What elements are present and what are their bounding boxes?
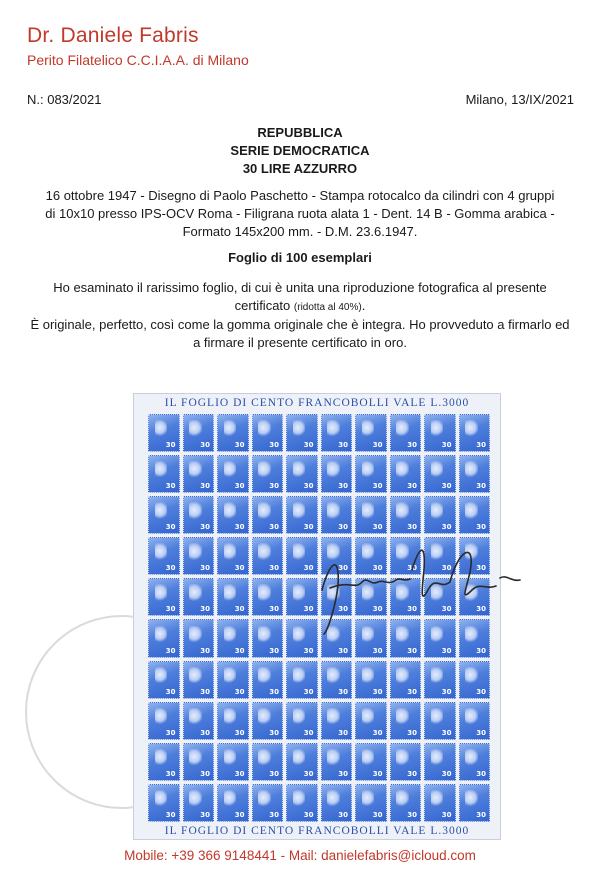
stamp <box>183 784 215 822</box>
stamp-value: 30 <box>200 646 210 655</box>
stamp-value: 30 <box>165 564 176 573</box>
subject-heading <box>0 124 600 178</box>
expert-name: Dr. Daniele Fabris <box>27 24 199 47</box>
stamp <box>148 496 180 534</box>
stamp-value: 30 <box>441 810 452 819</box>
stamp-value: 30 <box>338 728 348 737</box>
stamp <box>148 784 180 822</box>
stamp-value: 30 <box>234 482 245 491</box>
stamp-value: 30 <box>372 441 383 450</box>
stamp <box>183 455 215 493</box>
stamp <box>286 702 318 740</box>
stamp <box>286 661 318 699</box>
stamp <box>390 455 422 493</box>
stamp-value: 30 <box>165 810 176 819</box>
stamp-value: 30 <box>234 728 245 737</box>
originality-statement: È originale, perfetto, così come la gomma originale che è integra. Ho provveduto a firmarlo ed a firmare il presente certificato in oro. <box>30 317 570 350</box>
stamp <box>252 702 284 740</box>
stamp-value: 30 <box>200 728 210 737</box>
stamp-value: 30 <box>269 687 279 696</box>
stamp <box>355 496 387 534</box>
stamp-value: 30 <box>476 564 486 573</box>
stamp-value: 30 <box>441 728 452 737</box>
stamp-value: 30 <box>338 687 348 696</box>
stamp-value: 30 <box>407 564 417 573</box>
stamp <box>424 702 456 740</box>
stamp-value: 30 <box>476 769 486 778</box>
certificate-place-date: Milano, 13/IX/2021 <box>465 92 574 107</box>
stamp <box>252 537 284 575</box>
stamp-value: 30 <box>338 523 348 532</box>
stamp-value: 30 <box>269 564 279 573</box>
stamp <box>321 414 353 452</box>
stamp-value: 30 <box>441 687 452 696</box>
stamp-value: 30 <box>441 441 452 450</box>
contact-footer: Mobile: +39 366 9148441 - Mail: danielefabris@icloud.com <box>124 848 476 863</box>
stamp-value: 30 <box>200 769 210 778</box>
stamp <box>321 743 353 781</box>
stamp <box>390 784 422 822</box>
sheet-label: Foglio di 100 esemplari <box>228 250 372 265</box>
stamp-value: 30 <box>234 605 245 614</box>
stamp-value: 30 <box>200 810 210 819</box>
stamp-value: 30 <box>407 769 417 778</box>
stamp <box>217 702 249 740</box>
stamp <box>217 455 249 493</box>
stamp-value: 30 <box>338 769 348 778</box>
stamp-value: 30 <box>476 605 486 614</box>
stamp <box>390 702 422 740</box>
stamp-value: 30 <box>372 810 383 819</box>
stamp <box>183 537 215 575</box>
stamp <box>390 661 422 699</box>
stamp-value: 30 <box>338 482 348 491</box>
stamp <box>390 496 422 534</box>
stamp-value: 30 <box>407 646 417 655</box>
examination-note: (ridotta al 40%) <box>293 302 362 313</box>
stamp <box>183 661 215 699</box>
stamp-value: 30 <box>372 769 383 778</box>
stamp-value: 30 <box>476 810 486 819</box>
stamp <box>148 743 180 781</box>
stamp-value: 30 <box>303 523 314 532</box>
stamp-value: 30 <box>338 646 348 655</box>
stamp-value: 30 <box>165 441 176 450</box>
stamp <box>148 578 180 616</box>
sheet-margin-bottom: IL FOGLIO DI CENTO FRANCOBOLLI VALE L.3000 <box>164 825 470 837</box>
stamp-value: 30 <box>338 441 348 450</box>
stamp <box>148 414 180 452</box>
subject-line-2: SERIE DEMOCRATICA <box>230 143 370 158</box>
certificate-number: N.: 083/2021 <box>27 92 102 107</box>
stamp <box>459 414 491 452</box>
stamp-value: 30 <box>407 441 417 450</box>
stamp <box>148 537 180 575</box>
stamp-value: 30 <box>303 564 314 573</box>
stamp <box>286 455 318 493</box>
stamp-value: 30 <box>269 605 279 614</box>
stamp <box>355 784 387 822</box>
stamp <box>459 784 491 822</box>
stamp-value: 30 <box>269 482 279 491</box>
examination-main: Ho esaminato il rarissimo foglio, di cui è unita una riproduzione fotografica al presente certificato <box>53 280 547 313</box>
stamp-value: 30 <box>476 482 486 491</box>
stamp <box>459 496 491 534</box>
stamp-value: 30 <box>407 687 417 696</box>
stamp <box>252 455 284 493</box>
stamp-value: 30 <box>303 646 314 655</box>
stamp-value: 30 <box>234 810 245 819</box>
stamp-value: 30 <box>441 769 452 778</box>
stamp-value: 30 <box>269 523 279 532</box>
stamp <box>424 496 456 534</box>
stamp-value: 30 <box>476 687 486 696</box>
expert-title: Perito Filatelico C.C.I.A.A. di Milano <box>27 52 249 68</box>
stamp-value: 30 <box>407 728 417 737</box>
stamp-value: 30 <box>476 728 486 737</box>
stamp-value: 30 <box>338 564 348 573</box>
stamp-value: 30 <box>234 564 245 573</box>
stamp <box>321 702 353 740</box>
stamp <box>355 661 387 699</box>
stamp <box>286 414 318 452</box>
stamp-value: 30 <box>165 687 176 696</box>
stamp <box>183 578 215 616</box>
stamp-value: 30 <box>234 769 245 778</box>
stamp <box>390 743 422 781</box>
stamp <box>217 661 249 699</box>
stamp <box>148 619 180 657</box>
stamp <box>321 661 353 699</box>
stamp <box>252 578 284 616</box>
stamp-value: 30 <box>407 523 417 532</box>
stamp-value: 30 <box>441 564 452 573</box>
stamp-value: 30 <box>165 523 176 532</box>
stamp <box>424 784 456 822</box>
stamp-value: 30 <box>372 605 383 614</box>
stamp <box>355 414 387 452</box>
examination-text <box>30 279 570 317</box>
stamp-value: 30 <box>441 482 452 491</box>
stamp <box>252 661 284 699</box>
stamp-value: 30 <box>372 523 383 532</box>
stamp <box>424 414 456 452</box>
subject-line-3: 30 LIRE AZZURRO <box>242 161 358 176</box>
stamp-value: 30 <box>165 482 176 491</box>
stamp-value: 30 <box>200 523 210 532</box>
stamp-value: 30 <box>372 564 383 573</box>
stamp-value: 30 <box>234 441 245 450</box>
stamp-value: 30 <box>200 687 210 696</box>
sheet-margin-top: IL FOGLIO DI CENTO FRANCOBOLLI VALE L.3000 <box>164 397 470 409</box>
stamp-value: 30 <box>269 810 279 819</box>
examination-end: . <box>361 298 366 313</box>
stamp <box>217 743 249 781</box>
stamp <box>424 455 456 493</box>
stamp-value: 30 <box>476 646 486 655</box>
stamp-value: 30 <box>338 605 348 614</box>
stamp <box>321 784 353 822</box>
stamp-value: 30 <box>269 646 279 655</box>
stamp <box>252 619 284 657</box>
stamp <box>459 702 491 740</box>
stamp <box>217 496 249 534</box>
stamp-value: 30 <box>476 523 486 532</box>
stamp-value: 30 <box>165 646 176 655</box>
stamp <box>321 496 353 534</box>
stamp-value: 30 <box>200 441 210 450</box>
stamp <box>252 414 284 452</box>
stamp <box>286 496 318 534</box>
stamp-value: 30 <box>165 605 176 614</box>
stamp <box>355 702 387 740</box>
stamp-value: 30 <box>303 769 314 778</box>
stamp-value: 30 <box>372 482 383 491</box>
stamp-value: 30 <box>234 646 245 655</box>
stamp-value: 30 <box>234 523 245 532</box>
stamp <box>148 702 180 740</box>
stamp <box>459 455 491 493</box>
stamp <box>321 455 353 493</box>
stamp-value: 30 <box>165 728 176 737</box>
stamp-description: 16 ottobre 1947 - Disegno di Paolo Paschetto - Stampa rotocalco da cilindri con 4 gruppi di 10x10 presso IPS-OCV Roma - Filigrana ruota alata 1 - Dent. 14 B - Gomma arabica - Formato 145x200 mm. - D.M. 23.6.1947. <box>45 188 555 239</box>
stamp <box>217 414 249 452</box>
stamp-value: 30 <box>338 810 348 819</box>
stamp-value: 30 <box>200 564 210 573</box>
stamp <box>217 537 249 575</box>
handwritten-signature <box>300 530 540 640</box>
stamp-value: 30 <box>303 728 314 737</box>
stamp-value: 30 <box>441 605 452 614</box>
stamp <box>148 661 180 699</box>
stamp <box>183 496 215 534</box>
stamp <box>183 743 215 781</box>
stamp <box>217 784 249 822</box>
stamp-value: 30 <box>372 687 383 696</box>
stamp <box>424 661 456 699</box>
stamp <box>355 455 387 493</box>
stamp-value: 30 <box>407 810 417 819</box>
stamp <box>286 743 318 781</box>
stamp <box>183 702 215 740</box>
signature-stroke <box>322 550 520 634</box>
stamp <box>355 743 387 781</box>
stamp <box>252 743 284 781</box>
stamp <box>252 496 284 534</box>
stamp <box>459 743 491 781</box>
subject-line-1: REPUBBLICA <box>257 125 343 140</box>
stamp <box>217 619 249 657</box>
stamp <box>183 414 215 452</box>
stamp <box>459 661 491 699</box>
stamp-value: 30 <box>441 523 452 532</box>
stamp <box>148 455 180 493</box>
stamp-value: 30 <box>303 810 314 819</box>
stamp <box>424 743 456 781</box>
stamp <box>390 414 422 452</box>
stamp-value: 30 <box>407 482 417 491</box>
stamp-value: 30 <box>441 646 452 655</box>
stamp-value: 30 <box>303 687 314 696</box>
stamp-value: 30 <box>303 605 314 614</box>
stamp-value: 30 <box>407 605 417 614</box>
stamp-value: 30 <box>269 769 279 778</box>
stamp-value: 30 <box>234 687 245 696</box>
stamp-value: 30 <box>269 728 279 737</box>
stamp-value: 30 <box>269 441 279 450</box>
stamp-value: 30 <box>200 605 210 614</box>
stamp-value: 30 <box>372 728 383 737</box>
stamp-value: 30 <box>165 769 176 778</box>
stamp-value: 30 <box>303 441 314 450</box>
stamp <box>183 619 215 657</box>
stamp-value: 30 <box>200 482 210 491</box>
stamp <box>217 578 249 616</box>
stamp-value: 30 <box>303 482 314 491</box>
stamp <box>252 784 284 822</box>
stamp-value: 30 <box>476 441 486 450</box>
stamp <box>286 784 318 822</box>
stamp-value: 30 <box>372 646 383 655</box>
